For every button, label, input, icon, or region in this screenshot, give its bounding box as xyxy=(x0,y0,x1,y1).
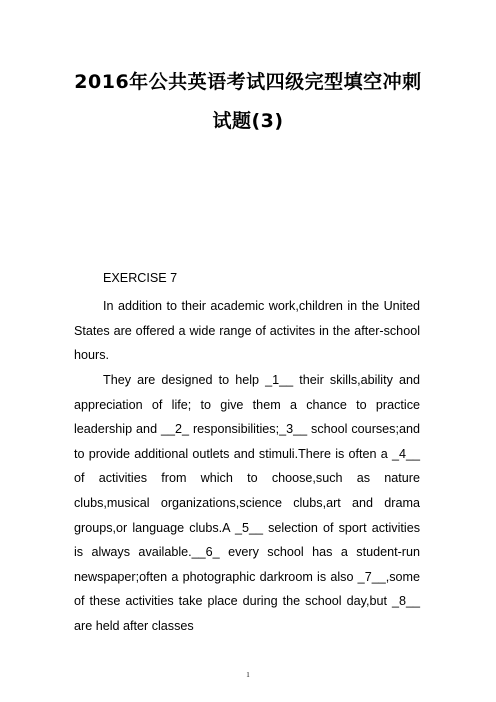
paragraph-text: They are designed to help _1__ their skills,ability and appreciation of life; to give them a chance to practice leadership and __2_ responsibilities;_3__ school courses;and to provide additional outlets and stimuli.There is often a _4__ of activities from which to choose,such as nature clubs,musical organizations,science clubs,art and drama groups,or language clubs.A _5__ selection of sport activities is always available.__6_ every school has a student-run newspaper;often a photographic darkroom is also _7__,some of these activities take place during the school day,but _8__ are held after classes xyxy=(74,373,420,633)
body-paragraph-1 xyxy=(74,294,420,368)
document-title-line-2: 试题(3) xyxy=(212,110,284,132)
paragraph-text: In addition to their academic work,children in the United States are offered a wide range of activites in the after-school hours. xyxy=(74,299,420,363)
body-paragraph-2 xyxy=(74,368,420,639)
page-number: 1 xyxy=(246,671,250,679)
exercise-heading: EXERCISE 7 xyxy=(103,271,178,285)
document-title-line-1: 2016年公共英语考试四级完型填空冲刺 xyxy=(74,71,422,93)
